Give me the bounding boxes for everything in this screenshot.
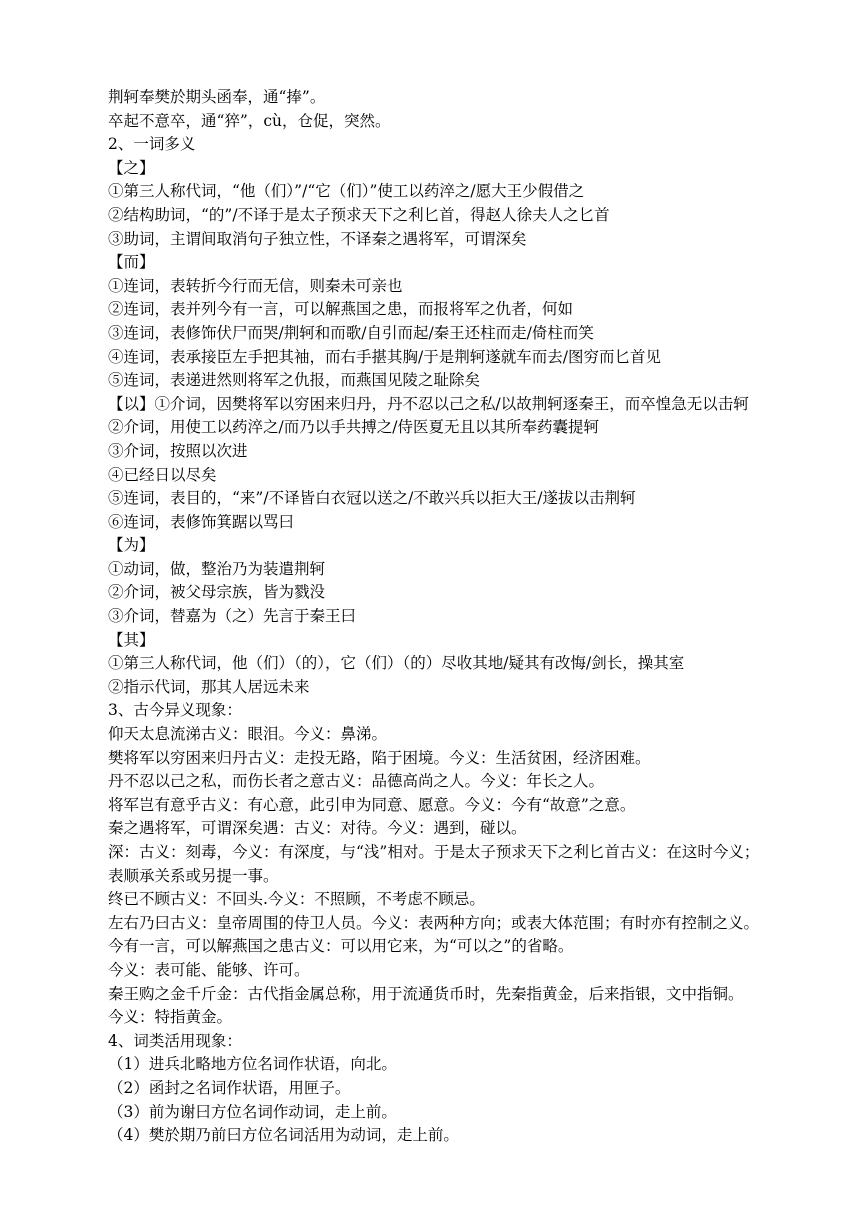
text-line: 荆轲奉樊於期头函奉，通“捧”。 <box>108 88 326 106</box>
text-line: ⑤连词，表目的，“来”/不译皆白衣冠以送之/不敢兴兵以拒大王/遂拔以击荆轲 <box>108 489 636 508</box>
text-line: ①第三人称代词，“他（们）”/“它（们）”使工以药淬之/愿大王少假借之 <box>108 182 585 201</box>
subsection-heading: 【而】 <box>108 253 155 272</box>
text-line: ①第三人称代词，他（们）（的），它（们）（的）尽收其地/疑其有改悔/剑长，操其室 <box>108 654 685 673</box>
text-line: 丹不忍以己之私，而伤长者之意古义：品德高尚之人。今义：年长之人。 <box>108 772 605 791</box>
text-line: 仰天太息流涕古义：眼泪。今义：鼻涕。 <box>108 725 388 744</box>
text-line: 今义：表可能、能够、许可。 <box>108 960 310 979</box>
text-line: ③助词，主谓间取消句子独立性，不译秦之遇将军，可谓深矣 <box>108 229 527 248</box>
text-line: 秦王购之金千斤金：古代指金属总称，用于流通货币时，先秦指黄金，后来指银，文中指铜。 <box>108 984 744 1003</box>
text-line: 深：古义：刻毒，今义：有深度，与“浅”相对。于是太子预求天下之利匕首古义：在这时今义； <box>108 843 760 861</box>
text-line: 表顺承关系或另提一事。 <box>108 866 279 885</box>
text-line: ②介词，被父母宗族，皆为戮没 <box>108 583 326 602</box>
subsection-heading: 【为】 <box>108 536 155 555</box>
text-line: ②结构助词，“的”/不译于是太子预求天下之利匕首，得赵人徐夫人之匕首 <box>108 205 610 224</box>
text-line: （4）樊於期乃前曰方位名词活用为动词，走上前。 <box>108 1126 459 1145</box>
text-line: ③介词，按照以次进 <box>108 441 248 460</box>
text-line: 樊将军以穷困来归丹古义：走投无路，陷于困境。今义：生活贫困，经济困难。 <box>108 748 651 767</box>
text-line: 今有一言，可以解燕国之患古义：可以用它来，为“可以之”的省略。 <box>108 937 574 956</box>
text-line: 终已不顾古义：不回头.今义：不照顾，不考虑不顾忌。 <box>108 890 485 909</box>
text-line: 秦之遇将军，可谓深矣遇：古义：对待。今义：遇到，碰以。 <box>108 819 527 838</box>
text-line: ③介词，替嘉为（之）先言于秦王曰 <box>108 607 357 626</box>
section-heading: 2、一词多义 <box>108 135 196 154</box>
subsection-heading: 【之】 <box>108 158 155 177</box>
text-line: ②连词，表并列今有一言，可以解燕国之患，而报将军之仇者，何如 <box>108 300 574 319</box>
text-line: ④已经日以尽矣 <box>108 465 217 484</box>
document-page <box>108 86 828 1148</box>
text-line: ①连词，表转折今行而无信，则秦未可亲也 <box>108 276 403 295</box>
section-heading: 4、词类活用现象： <box>108 1031 242 1050</box>
text-line: ①动词，做，整治乃为装遣荆轲 <box>108 559 326 578</box>
subsection-heading: 【其】 <box>108 630 155 649</box>
text-line: 【以】①介词，因樊将军以穷困来归丹，丹不忍以己之私/以故荆轲逐秦王，而卒惶急无以击轲 <box>108 394 749 413</box>
text-line: （1）进兵北略地方位名词作状语，向北。 <box>108 1055 397 1074</box>
text-line: ⑥连词，表修饰箕踞以骂曰 <box>108 512 295 531</box>
text-line: 将军岂有意乎古义：有心意，此引申为同意、愿意。今义：今有“故意”之意。 <box>108 795 636 814</box>
text-line: （2）函封之名词作状语，用匣子。 <box>108 1078 351 1097</box>
text-line: （3）前为谢曰方位名词作动词，走上前。 <box>108 1102 397 1121</box>
text-line: 左右乃曰古义：皇帝周围的侍卫人员。今义：表两种方向；或表大体范围；有时亦有控制之义。 <box>108 913 760 932</box>
text-line: ②指示代词，那其人居远未来 <box>108 677 310 696</box>
text-line: ④连词，表承接臣左手把其袖，而右手揕其胸/于是荆轲遂就车而去/图穷而匕首见 <box>108 347 661 366</box>
text-line: ②介词，用使工以药淬之/而乃以手共搏之/侍医夏无且以其所奉药囊提轲 <box>108 418 599 437</box>
text-line: 卒起不意卒，通“猝”，cù，仓促，突然。 <box>108 111 391 130</box>
text-line: ⑤连词，表递进然则将军之仇报，而燕国见陵之耻除矣 <box>108 371 481 390</box>
section-heading: 3、古今异义现象： <box>108 701 242 720</box>
text-line: 今义：特指黄金。 <box>108 1008 233 1027</box>
text-line: ③连词，表修饰伏尸而哭/荆轲和而歌/自引而起/秦王还柱而走/倚柱而笑 <box>108 323 594 342</box>
